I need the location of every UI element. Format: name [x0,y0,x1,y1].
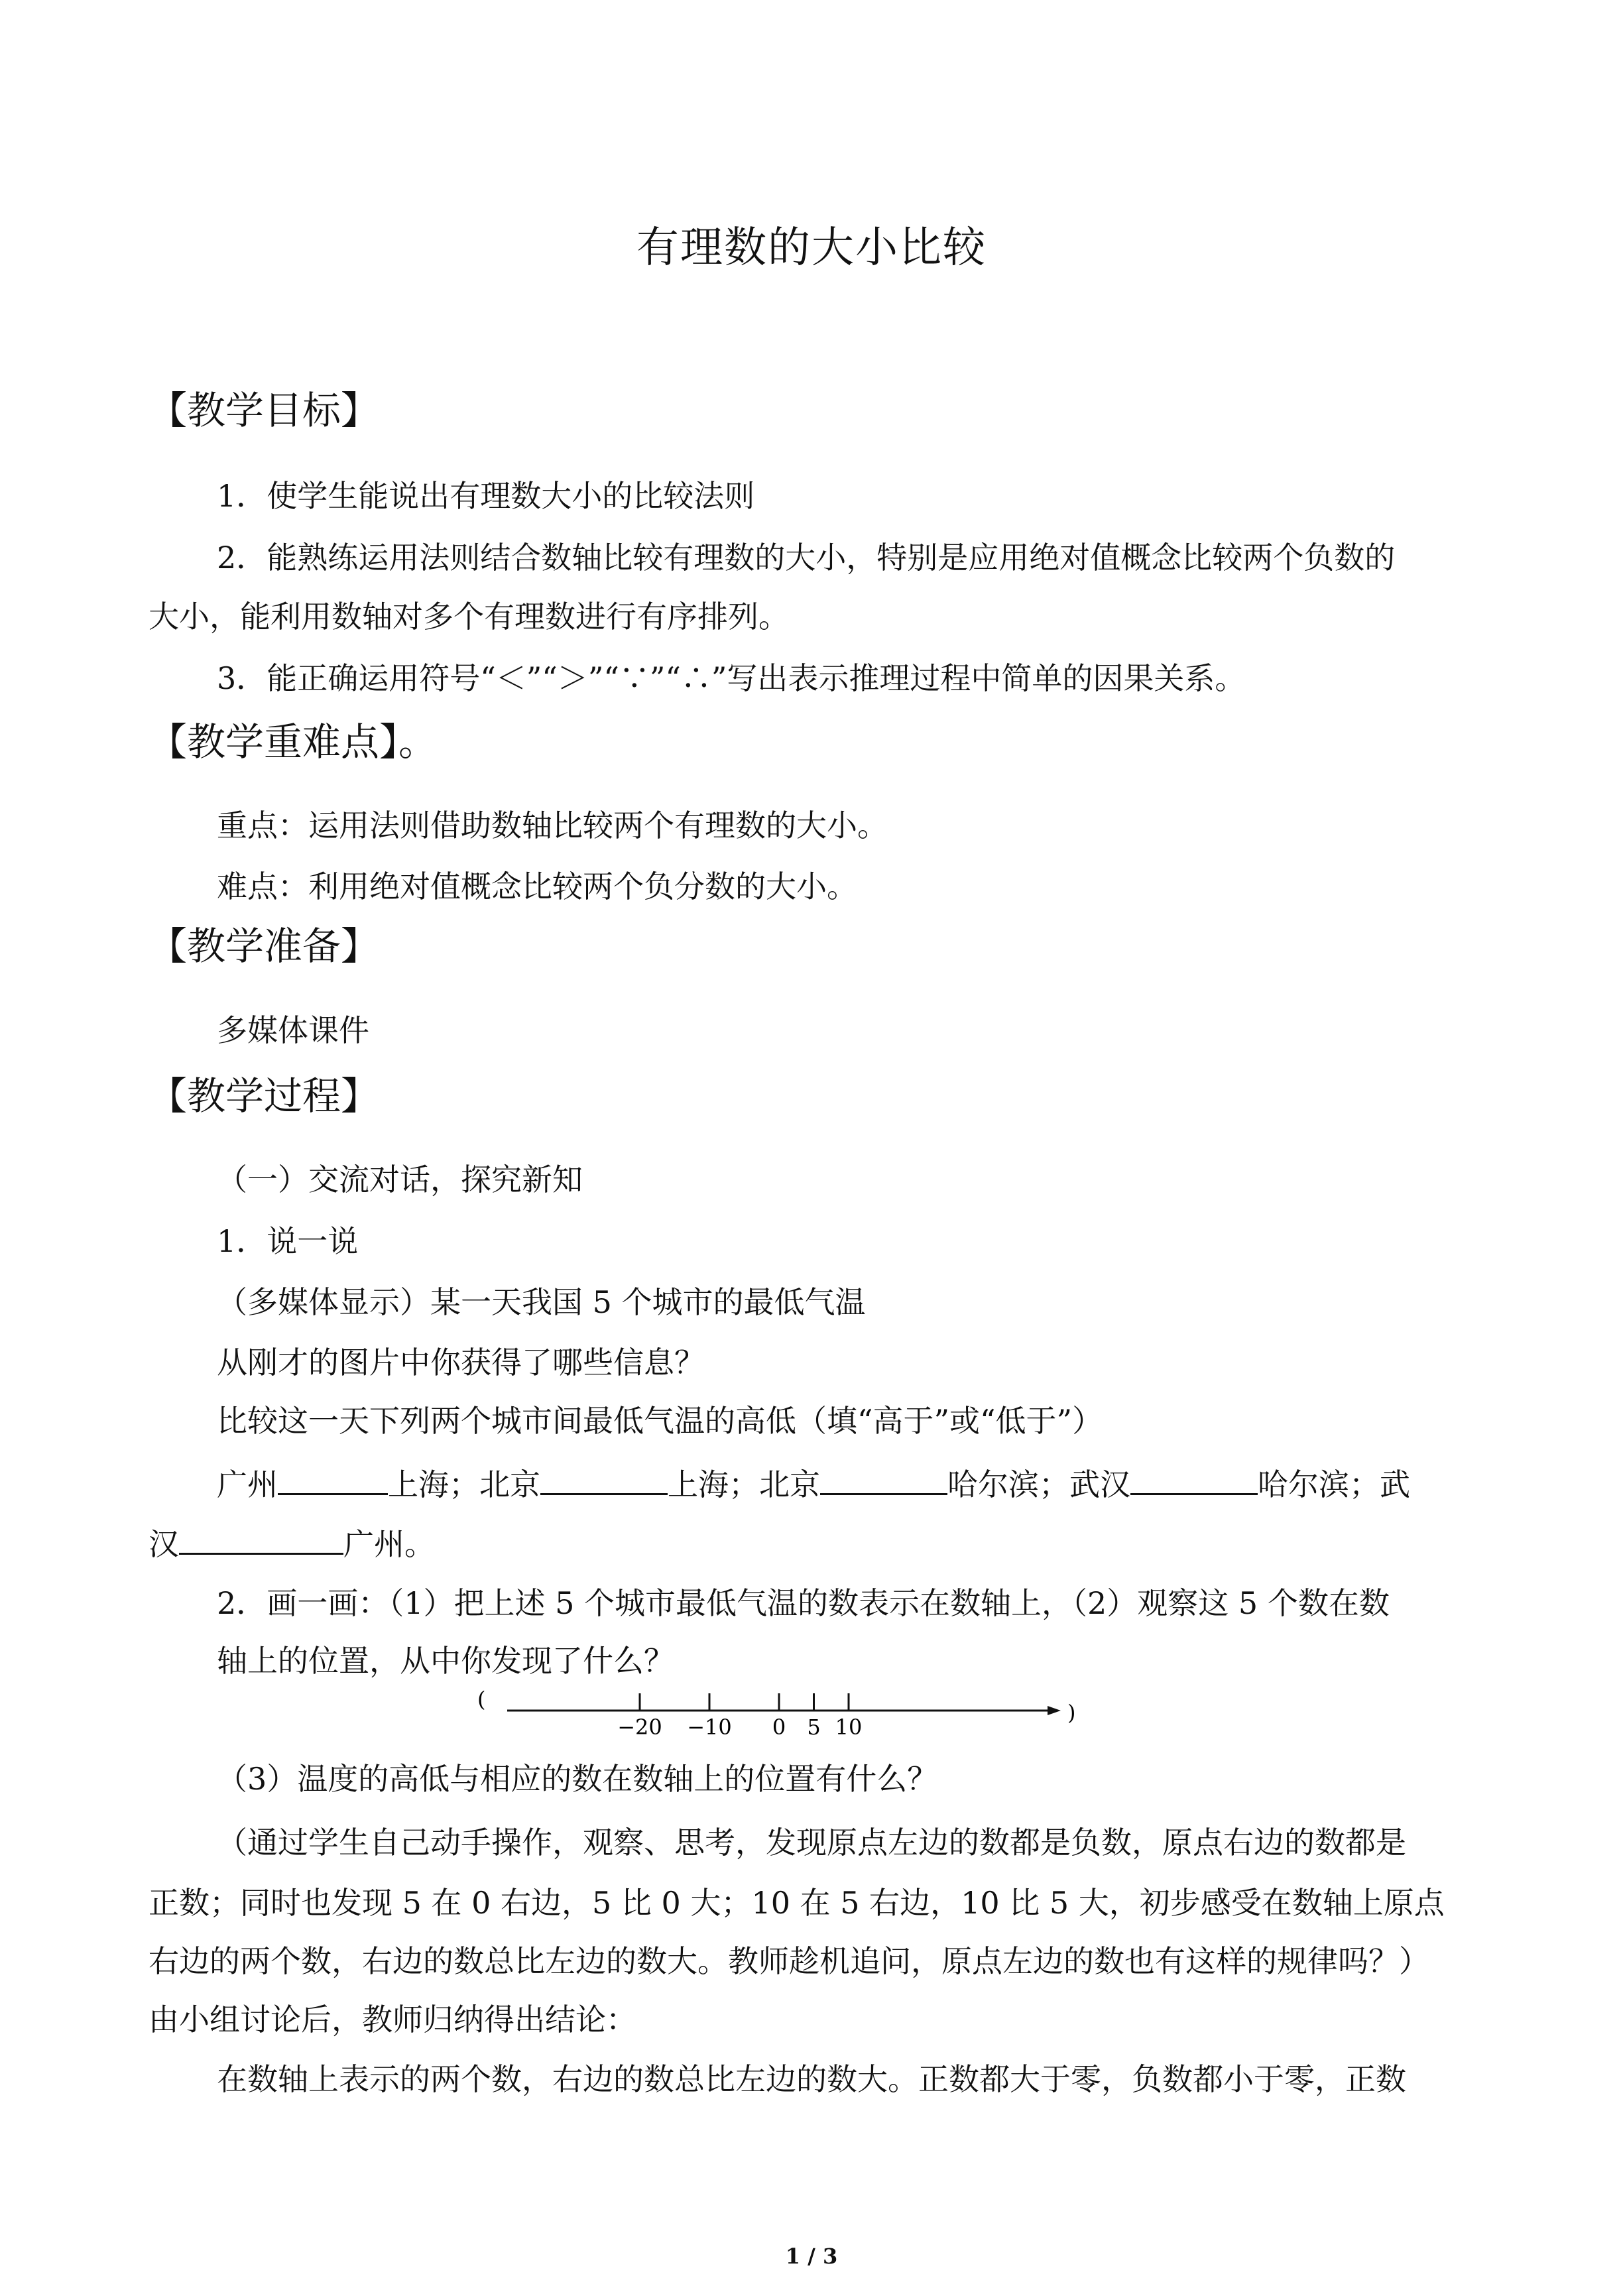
process-step-2-cont: 轴上的位置，从中你发现了什么？ [217,1643,674,1679]
key-point: 重点：运用法则借助数轴比较两个有理数的大小。 [217,808,888,843]
discussion-para-4: 由小组讨论后，教师归纳得出结论： [149,2002,636,2037]
page-title: 有理数的大小比较 [636,223,987,272]
process-question-2: 比较这一天下列两个城市间最低气温的高低（填“高于”或“低于”） [217,1403,1103,1439]
fill-text-harbin-1: 哈尔滨；武汉 [947,1467,1130,1502]
discussion-para-3: 右边的两个数，右边的数总比左边的数大。教师趁机追问，原点左边的数也有这样的规律吗？） [149,1943,1429,1979]
section-heading-preparation: 【教学准备】 [149,924,380,969]
process-step-2: 2．画一画：（1）把上述 5 个城市最低气温的数表示在数轴上，（2）观察这 5 个数在数 [217,1585,1390,1621]
fill-blank[interactable] [179,1529,343,1555]
fill-text-han: 汉 [149,1526,179,1562]
difficult-point: 难点：利用绝对值概念比较两个负分数的大小。 [217,869,857,904]
process-step-1: 1．说一说 [217,1223,359,1259]
objective-item-3: 3．能正确运用符号“＜”“＞”“∵”“∴”写出表示推理过程中简单的因果关系。 [217,660,1246,696]
fill-text-shanghai-2: 上海；北京 [668,1467,820,1502]
fill-blank[interactable] [540,1469,668,1495]
number-line-paren-close: ) [1067,1700,1076,1725]
objective-item-2-cont: 大小，能利用数轴对多个有理数进行有序排列。 [149,599,789,634]
number-line-tick-label: 10 [835,1715,863,1737]
page-number: 1 / 3 [785,2244,838,2269]
fill-text-guangzhou: 广州 [217,1467,278,1502]
section-heading-objectives: 【教学目标】 [149,388,380,433]
fill-text-shanghai-1: 上海；北京 [388,1467,540,1502]
objective-item-1: 1．使学生能说出有理数大小的比较法则 [217,478,755,514]
conclusion-text: 在数轴上表示的两个数，右边的数总比左边的数大。正数都大于零，负数都小于零，正数 [217,2061,1406,2097]
process-media: （多媒体显示）某一天我国 5 个城市的最低气温 [217,1284,866,1320]
number-line-tick-label: −20 [617,1715,662,1737]
fill-blank[interactable] [820,1469,947,1495]
fill-text-harbin-2: 哈尔滨；武 [1258,1467,1410,1502]
objective-item-2: 2．能熟练运用法则结合数轴比较有理数的大小，特别是应用绝对值概念比较两个负数的 [217,540,1396,575]
fill-blank[interactable] [1130,1469,1258,1495]
number-line-tick-label: 0 [772,1715,786,1737]
discussion-para-1: （通过学生自己动手操作，观察、思考，发现原点左边的数都是负数，原点右边的数都是 [217,1825,1406,1860]
section-heading-key-points: 【教学重难点】。 [149,719,438,764]
process-step-3: （3）温度的高低与相应的数在数轴上的位置有什么？ [217,1761,938,1797]
number-line-tick-label: −10 [687,1715,732,1737]
fill-blank[interactable] [278,1469,388,1495]
fill-blank-line-1 [217,1469,1410,1500]
fill-text-guangzhou-2: 广州。 [343,1526,435,1562]
number-line-paren-open: ( [477,1687,486,1712]
section-heading-process: 【教学过程】 [149,1073,380,1118]
process-question-1: 从刚才的图片中你获得了哪些信息？ [217,1345,705,1380]
preparation-item: 多媒体课件 [217,1012,369,1048]
discussion-para-2: 正数；同时也发现 5 在 0 右边，5 比 0 大；10 在 5 右边，10 比 5 大，初步感受在数轴上原点 [149,1885,1445,1921]
fill-blank-line-2 [149,1526,435,1562]
number-line [464,1684,1127,1737]
number-line-ticks [617,1693,862,1737]
number-line-tick-label: 5 [807,1715,821,1737]
number-line-arrow [1048,1706,1061,1715]
process-part-1: （一）交流对话，探究新知 [217,1162,583,1197]
